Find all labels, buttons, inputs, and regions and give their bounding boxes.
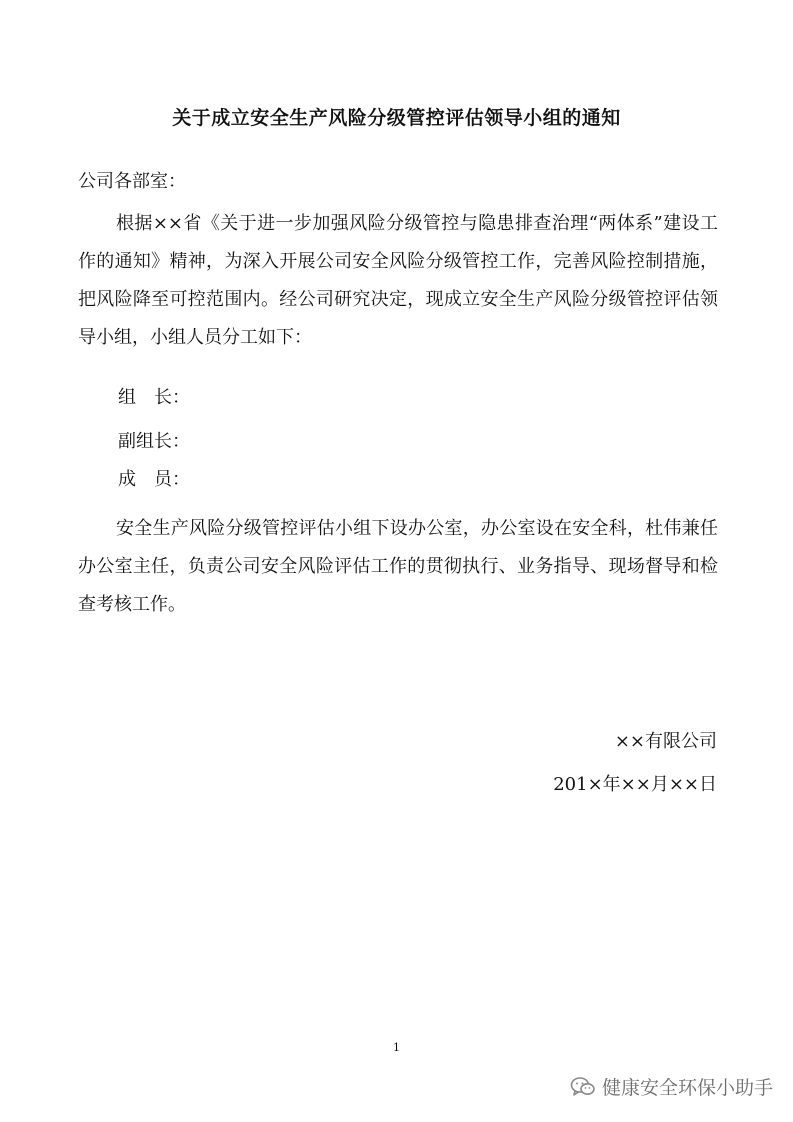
watermark-text: 健康安全环保小助手	[601, 1077, 773, 1099]
page-number: 1	[393, 1041, 400, 1054]
role-members: 成 员：	[118, 469, 190, 490]
role-deputy-leader: 副组长：	[118, 431, 190, 452]
watermark	[570, 1073, 773, 1100]
body-paragraph-2: 安全生产风险分级管控评估小组下设办公室，办公室设在安全科，杜伟兼任办公室主任，负责公司安全风险评估工作的贯彻执行、业务指导、现场督导和检查考核工作。	[78, 518, 718, 615]
signature-company: ××有限公司	[614, 731, 717, 752]
role-leader: 组 长：	[118, 387, 190, 408]
wechat-icon	[570, 1076, 596, 1098]
body-paragraph-1: 根据××省《关于进一步加强风险分级管控与隐患排查治理“两体系”建设工作的通知》精神，为深入开展公司安全风险分级管控工作，完善风险控制措施，把风险降至可控范围内。经公司研究决定，现成立安全生产风险分级管控评估领导小组，小组人员分工如下：	[78, 213, 718, 348]
document-title: 关于成立安全生产风险分级管控评估领导小组的通知	[172, 107, 621, 129]
salutation: 公司各部室：	[78, 171, 186, 192]
signature-date: 201×年××月××日	[553, 774, 717, 795]
